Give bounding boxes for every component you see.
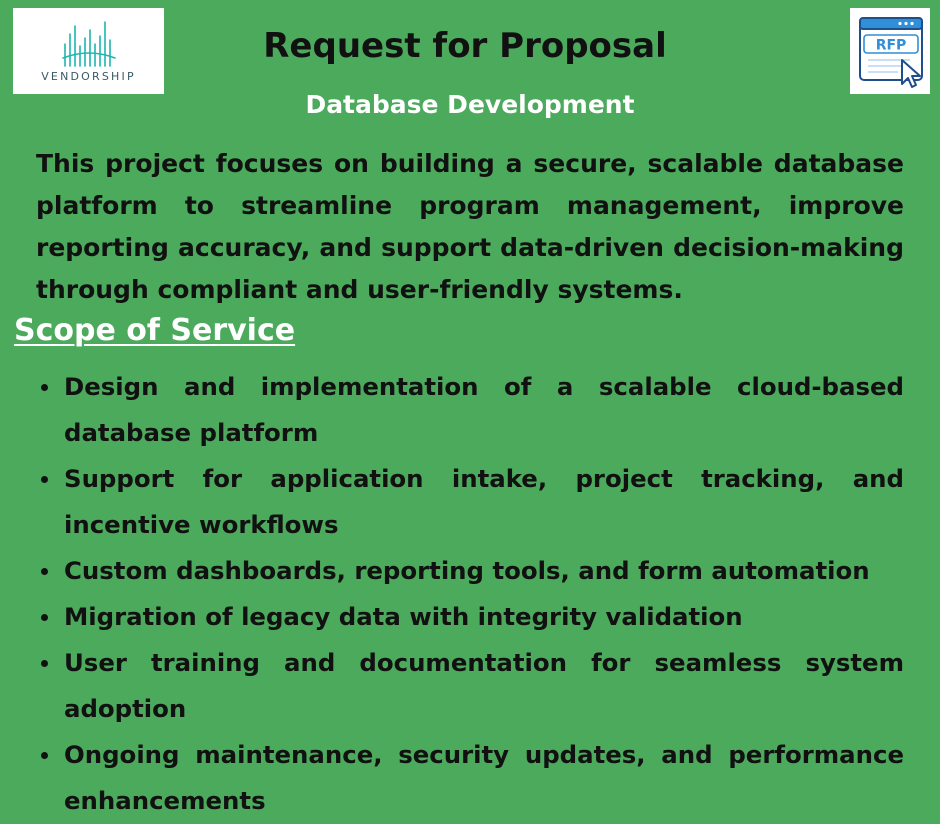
vendorship-logo-text: VENDORSHIP [41, 70, 136, 83]
page-subtitle: Database Development [305, 90, 635, 119]
page-title: Request for Proposal [263, 26, 667, 66]
scope-item: User training and documentation for seamless system adoption [64, 640, 904, 732]
rfp-icon-label: RFP [875, 37, 907, 54]
project-description: This project focuses on building a secure, scalable database platform to streamline program management, improve reporting accuracy, and support data-driven decision-making through compliant and user-friendly systems. [36, 149, 904, 304]
scope-item: Migration of legacy data with integrity validation [64, 594, 904, 640]
scope-item: Ongoing maintenance, security updates, and performance enhancements [64, 732, 904, 824]
scope-list [64, 364, 904, 824]
scope-item: Custom dashboards, reporting tools, and form automation [64, 548, 904, 594]
scope-heading: Scope of Service [14, 313, 296, 348]
scope-item: Design and implementation of a scalable cloud-based database platform [64, 364, 904, 456]
scope-item: Support for application intake, project tracking, and incentive workflows [64, 456, 904, 548]
